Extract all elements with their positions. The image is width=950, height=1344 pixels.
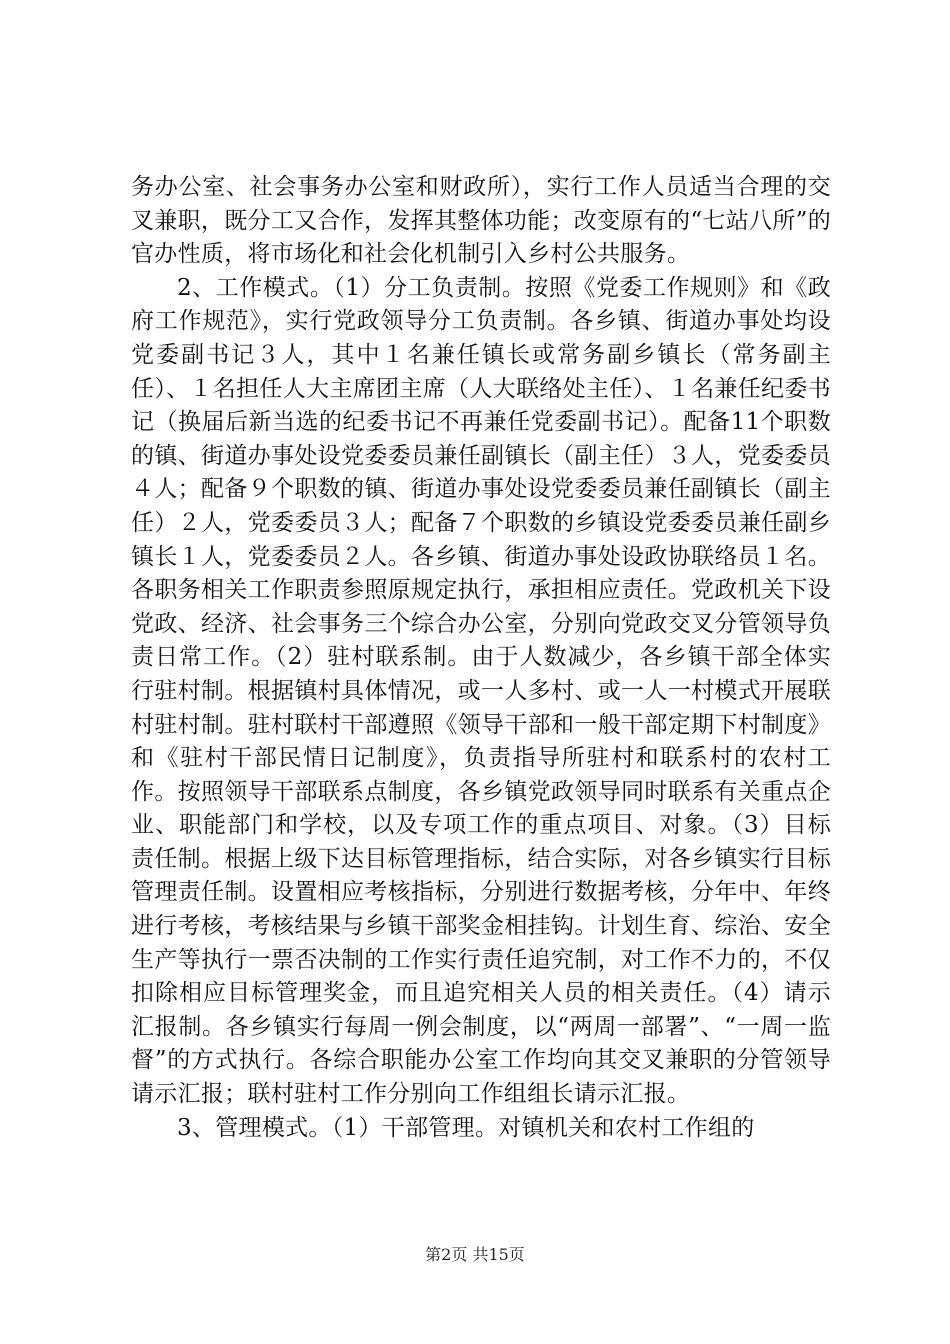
paragraph-management-mode: 3、管理模式。（1）干部管理。对镇机关和农村工作组的 (177, 1114, 755, 1141)
document-body (131, 171, 831, 1145)
page-footer: 第2页 共15页 (425, 1245, 525, 1264)
paragraph-work-mode: 2、工作模式。（1）分工负责制。按照《党委工作规则》和《政府工作规范》，实行党政领导分工负责制。各乡镇、街道办事处均设党委副书记３人，其中１名兼任镇长或常务副乡镇长（常务副主任）、１名担任人大主席团主席（人大联络处主任）、１名兼任纪委书记（换届后新当选的纪委书记不再兼任党委副书记）。配备11个职数的镇、街道办事处设党委委员兼任副镇长（副主任）３人，党委委员４人；配备９个职数的镇、街道办事处设党委委员兼任副镇长（副主任）２人，党委委员３人；配备７个职数的乡镇设党委委员兼任副乡镇长１人，党委委员２人。各乡镇、街道办事处设政协联络员１名。各职务相关工作职责参照原规定执行，承担相应责任。党政机关下设党政、经济、社会事务三个综合办公室，分别向党政交叉分管领导负责日常工作。（2）驻村联系制。由于人数减少，各乡镇干部全体实行驻村制。根据镇村具体情况，或一人多村、或一人一村模式开展联村驻村制。驻村联村干部遵照《领导干部和一般干部定期下村制度》和《驻村干部民情日记制度》，负责指导所驻村和联系村的农村工作。按照领导干部联系点制度，各乡镇党政领导同时联系有关重点企业、职能部门和学校，以及专项工作的重点项目、对象。（3）目标责任制。根据上级下达目标管理指标，结合实际，对各乡镇实行目标管理责任制。设置相应考核指标，分别进行数据考核，分年中、年终进行考核，考核结果与乡镇干部奖金相挂钩。计划生育、综治、安全生产等执行一票否决制的工作实行责任追究制，对工作不力的，不仅扣除相应目标管理奖金，而且追究相关人员的相关责任。（4）请示汇报制。各乡镇实行每周一例会制度，以“两周一部署”、“一周一监督”的方式执行。各综合职能办公室工作均向其交叉兼职的分管领导请示汇报；联村驻村工作分别向工作组组长请示汇报。 (131, 274, 831, 1108)
paragraph-continuation: 务办公室、社会事务办公室和财政所），实行工作人员适当合理的交叉兼职，既分工又合作，发挥其整体功能；改变原有的“七站八所”的官办性质，将市场化和社会化机制引入乡村公共服务。 (131, 174, 831, 268)
